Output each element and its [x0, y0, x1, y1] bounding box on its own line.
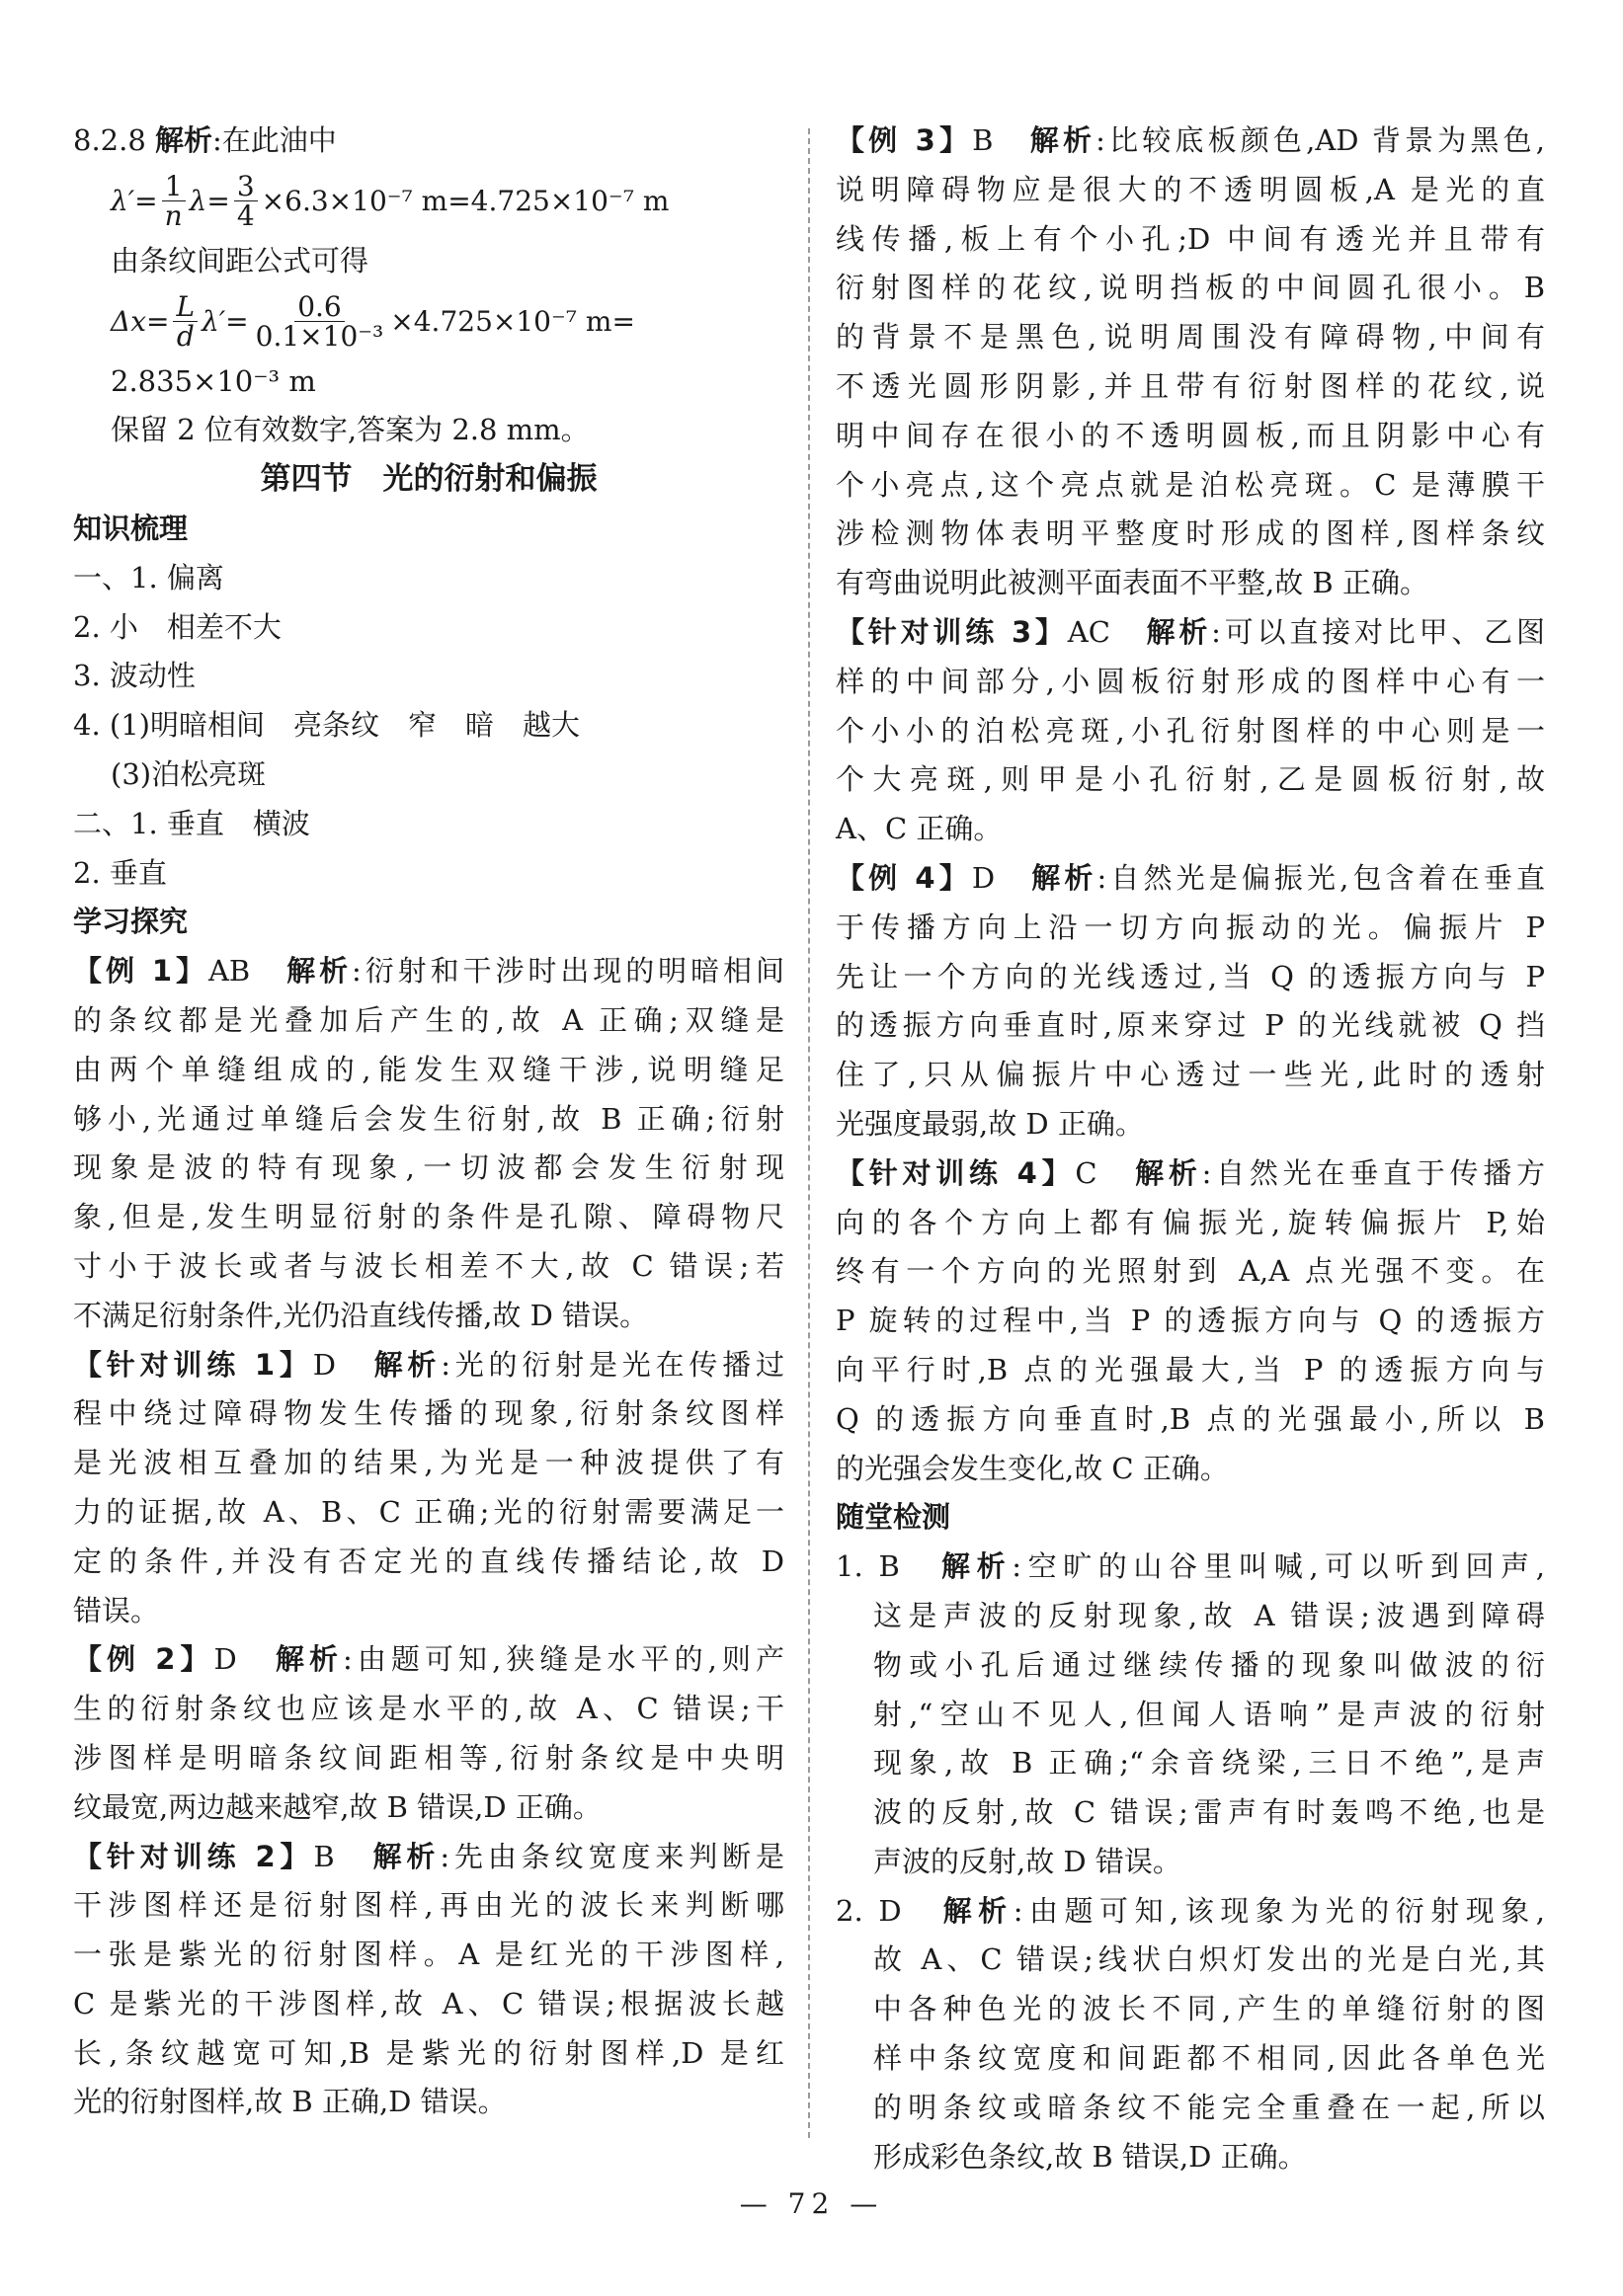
- answer: C: [1075, 1155, 1097, 1190]
- list-item: 二、1. 垂直 横波: [73, 806, 310, 840]
- text-line: 现象是波的特有现象,一切波都会发生衍射现: [73, 1150, 784, 1185]
- analysis-keyword: 解析: [941, 1549, 1013, 1584]
- list-item: 4. (1)明暗相间 亮条纹 窄 暗 越大: [73, 708, 580, 743]
- text-line: 射,“空山不见人,但闻人语响”是声波的衍射: [873, 1697, 1545, 1731]
- example-tag: 【例 1】: [73, 954, 208, 989]
- text-line: 个大亮斑,则甲是小孔衍射,乙是圆板衍射,故: [836, 762, 1545, 797]
- formula-mid: λ′=: [202, 305, 249, 339]
- fraction-denominator: 4: [236, 199, 255, 233]
- training-tag: 【针对训练 2】: [73, 1839, 314, 1873]
- list-item: 一、1. 偏离: [73, 560, 224, 594]
- text-line: :由题可知,狭缝是水平的,则产: [343, 1642, 784, 1677]
- text-line: 寸小于波长或者与波长相差不大,故 C 错误;若: [73, 1248, 784, 1283]
- fraction-numerator: 0.6: [294, 292, 345, 322]
- text-line: 明中间存在很小的不透明圆板,而且阴影中心有: [836, 418, 1545, 452]
- fraction-numerator: 3: [234, 172, 258, 201]
- analysis-keyword: 解析: [286, 954, 353, 989]
- text-line: A、C 正确。: [836, 812, 1003, 846]
- fraction-denominator: d: [176, 320, 195, 354]
- text-line: 样中条纹宽度和间距都不相同,因此各单色光: [873, 2041, 1545, 2076]
- heading-learning-inquiry: 学习探究: [73, 905, 189, 939]
- answer: D: [213, 1642, 237, 1677]
- training-2: [73, 1833, 784, 2128]
- analysis-keyword: 解析: [1146, 614, 1212, 649]
- answer: AB: [207, 954, 251, 989]
- text-line: :自然光是偏振光,包含着在垂直: [1096, 860, 1545, 895]
- text-line: 个小亮点,这个亮点就是泊松亮斑。C 是薄膜干: [836, 467, 1545, 502]
- formula-rest: ×4.725×10⁻⁷ m=: [390, 305, 635, 339]
- text-line: :衍射和干涉时出现的明暗相间: [352, 954, 784, 989]
- text-line: :由题可知,该现象为光的衍射现象,: [1013, 1893, 1545, 1928]
- text-line: Q 的透振方向垂直时,B 点的光强最小,所以 B: [836, 1401, 1545, 1436]
- analysis-keyword: 解析: [1029, 123, 1096, 157]
- text-line: 力的证据,故 A、B、C 正确;光的衍射需要满足一: [73, 1494, 784, 1529]
- analysis-keyword: 解析: [155, 123, 213, 157]
- text-line: 不满足衍射条件,光仍沿直线传播,故 D 错误。: [73, 1298, 649, 1332]
- text-line: 的背景不是黑色,说明周围没有障碍物,中间有: [836, 320, 1545, 355]
- text-line: 的条纹都是光叠加后产生的,故 A 正确;双缝是: [73, 1002, 784, 1037]
- analysis-keyword: 解析: [1031, 860, 1097, 895]
- answer-label: 8.2.8: [73, 123, 146, 157]
- text-line: 物或小孔后通过继续传播的现象叫做波的衍: [873, 1647, 1545, 1682]
- text-line: :先由条纹宽度来判断是: [440, 1839, 784, 1873]
- fraction-numerator: 1: [162, 172, 186, 201]
- text-line: 住了,只从偏振片中心透过一些光,此时的透射: [836, 1058, 1545, 1092]
- text-line: 涉图样是明暗条纹间距相等,衍射条纹是中央明: [73, 1740, 784, 1775]
- text-line: 现象,故 B 正确;“余音绕梁,三日不绝”,是声: [873, 1746, 1545, 1781]
- training-tag: 【针对训练 3】: [836, 614, 1068, 649]
- example-2: [73, 1635, 784, 1832]
- example-1: [73, 947, 784, 1340]
- answer: AC: [1067, 614, 1110, 649]
- text-line: 样的中间部分,小圆板衍射形成的图样中心有一: [836, 664, 1545, 698]
- text-line: 定的条件,并没有否定光的直线传播结论,故 D: [73, 1544, 784, 1578]
- analysis-keyword: 解析: [942, 1893, 1014, 1928]
- analysis-keyword: 解析: [373, 1347, 442, 1382]
- training-3: [836, 608, 1545, 854]
- text-line: C 是紫光的干涉图样,故 A、C 错误;根据波长越: [73, 1986, 784, 2020]
- section-title: 第四节 光的衍射和偏振: [260, 461, 598, 498]
- example-3: [836, 117, 1545, 608]
- text-line: 有弯曲说明此被测平面表面不平整,故 B 正确。: [836, 566, 1428, 600]
- text-line: 这是声波的反射现象,故 A 错误;波遇到障碍: [873, 1598, 1545, 1632]
- text-line: 纹最宽,两边越来越窄,故 B 错误,D 正确。: [73, 1789, 602, 1824]
- fraction-denominator: 0.1×10⁻³: [255, 320, 384, 354]
- text-line: 光强度最弱,故 D 正确。: [836, 1106, 1144, 1141]
- fraction: [253, 289, 387, 354]
- text-line: 涉检测物体表明平整度时形成的图样,图样条纹: [836, 516, 1545, 551]
- example-tag: 【例 3】: [836, 123, 973, 157]
- answer: D: [971, 860, 996, 895]
- list-item: 2. 小 相差不大: [73, 609, 282, 644]
- analysis-keyword: 解析: [275, 1642, 344, 1677]
- text-line: 一张是紫光的衍射图样。A 是红光的干涉图样,: [73, 1938, 784, 1972]
- fraction-numerator: L: [173, 292, 198, 322]
- text-line: 于传播方向上沿一切方向振动的光。偏振片 P: [836, 910, 1545, 944]
- left-column: [73, 117, 784, 2127]
- training-1: [73, 1341, 784, 1636]
- fraction: [162, 169, 186, 233]
- formula-fringe-spacing: [73, 286, 784, 357]
- example-tag: 【例 4】: [836, 860, 972, 895]
- formula-wavelength: [73, 166, 784, 237]
- text-line: :比较底板颜色,AD 背景为黑色,: [1096, 123, 1545, 157]
- heading-knowledge-review: 知识梳理: [73, 511, 189, 545]
- text-line: 由条纹间距公式可得: [111, 243, 369, 277]
- text-line: 向平行时,B 点的光强最大,当 P 的透振方向与: [836, 1352, 1545, 1386]
- list-item: 2. 垂直: [73, 855, 167, 890]
- answer: B: [972, 123, 994, 157]
- formula-lhs: Δx=: [111, 305, 170, 339]
- text-line: 中各种色光的波长不同,产生的单缝衍射的图: [873, 1992, 1545, 2026]
- text-line: :光的衍射是光在传播过: [441, 1347, 784, 1382]
- column-divider: [808, 128, 810, 2138]
- page-number: — 72 —: [739, 2187, 884, 2220]
- text-line: 说明障碍物应是很大的不透明圆板,A 是光的直: [836, 172, 1545, 206]
- fraction: [173, 289, 198, 354]
- formula-rest: ×6.3×10⁻⁷ m=4.725×10⁻⁷ m: [261, 185, 670, 218]
- question-label: 2. D: [836, 1893, 902, 1928]
- text-line: 够小,光通过单缝后会发生衍射,故 B 正确;衍射: [73, 1101, 784, 1136]
- training-4: [836, 1149, 1545, 1494]
- text-line: :空旷的山谷里叫喊,可以听到回声,: [1012, 1549, 1545, 1584]
- text-line: 故 A、C 错误;线状白炽灯发出的光是白光,其: [873, 1942, 1545, 1977]
- list-item: 3. 波动性: [73, 659, 196, 693]
- text-line: 光的衍射图样,故 B 正确,D 错误。: [73, 2085, 507, 2119]
- analysis-keyword: 解析: [372, 1839, 441, 1873]
- text-line: P 旋转的过程中,当 P 的透振方向与 Q 的透振方: [836, 1304, 1545, 1338]
- text-line: 个小小的泊松亮斑,小孔衍射图样的中心则是一: [836, 713, 1545, 748]
- right-column: [836, 117, 1545, 2181]
- formula-mid: λ=: [189, 185, 230, 218]
- text-line: 错误。: [73, 1593, 160, 1627]
- answer-8-2-8: [73, 117, 784, 455]
- text-line: 长,条纹越宽可知,B 是紫光的衍射图样,D 是红: [73, 2035, 784, 2070]
- text-line: 声波的反射,故 D 错误。: [873, 1844, 1181, 1878]
- text-line: 波的反射,故 C 错误;雷声有时轰鸣不绝,也是: [873, 1795, 1545, 1830]
- example-4: [836, 854, 1545, 1149]
- text-line: 保留 2 位有效数字,答案为 2.8 mm。: [111, 413, 590, 447]
- text-line: 的透振方向垂直时,原来穿过 P 的光线就被 Q 挡: [836, 1008, 1545, 1043]
- text-line: 象,但是,发生明显衍射的条件是孔隙、障碍物尺: [73, 1200, 784, 1234]
- question-2: [836, 1887, 1545, 2182]
- text-line: 线传播,板上有个小孔;D 中间有透光并且带有: [836, 221, 1545, 256]
- text-line: 由两个单缝组成的,能发生双缝干涉,说明缝足: [73, 1052, 784, 1086]
- training-tag: 【针对训练 1】: [73, 1347, 313, 1382]
- text-line: 2.835×10⁻³ m: [111, 363, 316, 398]
- formula-lhs: λ′=: [111, 185, 158, 218]
- question-label: 1. B: [836, 1549, 900, 1584]
- example-tag: 【例 2】: [73, 1642, 214, 1677]
- text-line: 不透光圆形阴影,并且带有衍射图样的花纹,说: [836, 368, 1545, 403]
- text-line: 形成彩色条纹,故 B 错误,D 正确。: [873, 2139, 1307, 2174]
- text-line: 先让一个方向的光线透过,当 Q 的透振方向与 P: [836, 959, 1545, 993]
- training-tag: 【针对训练 4】: [836, 1155, 1076, 1190]
- text-line: 向的各个方向上都有偏振光,旋转偏振片 P,始: [836, 1205, 1545, 1239]
- text-line: :自然光在垂直于传播方: [1201, 1155, 1545, 1190]
- text-line: 的明条纹或暗条纹不能完全重叠在一起,所以: [873, 2090, 1545, 2124]
- text-line: 是光波相互叠加的结果,为光是一种波提供了有: [73, 1446, 784, 1480]
- text-line: :可以直接对比甲、乙图: [1211, 614, 1545, 649]
- analysis-keyword: 解析: [1135, 1155, 1202, 1190]
- fraction: [234, 169, 258, 233]
- answer: B: [313, 1839, 335, 1873]
- text-line: 的光强会发生变化,故 C 正确。: [836, 1451, 1229, 1485]
- text-line: 程中绕过障碍物发生传播的现象,衍射条纹图样: [73, 1396, 784, 1431]
- answer: D: [312, 1347, 336, 1382]
- list-item: (3)泊松亮斑: [111, 756, 267, 791]
- answer-text: :在此油中: [212, 123, 337, 157]
- heading-class-check: 随堂检测: [836, 1500, 951, 1535]
- text-line: 生的衍射条纹也应该是水平的,故 A、C 错误;干: [73, 1692, 784, 1726]
- question-1: [836, 1543, 1545, 1887]
- text-line: 终有一个方向的光照射到 A,A 点光强不变。在: [836, 1254, 1545, 1289]
- text-line: 干涉图样还是衍射图样,再由光的波长来判断哪: [73, 1888, 784, 1923]
- text-line: 衍射图样的花纹,说明挡板的中间圆孔很小。B: [836, 271, 1545, 305]
- fraction-denominator: n: [164, 199, 183, 233]
